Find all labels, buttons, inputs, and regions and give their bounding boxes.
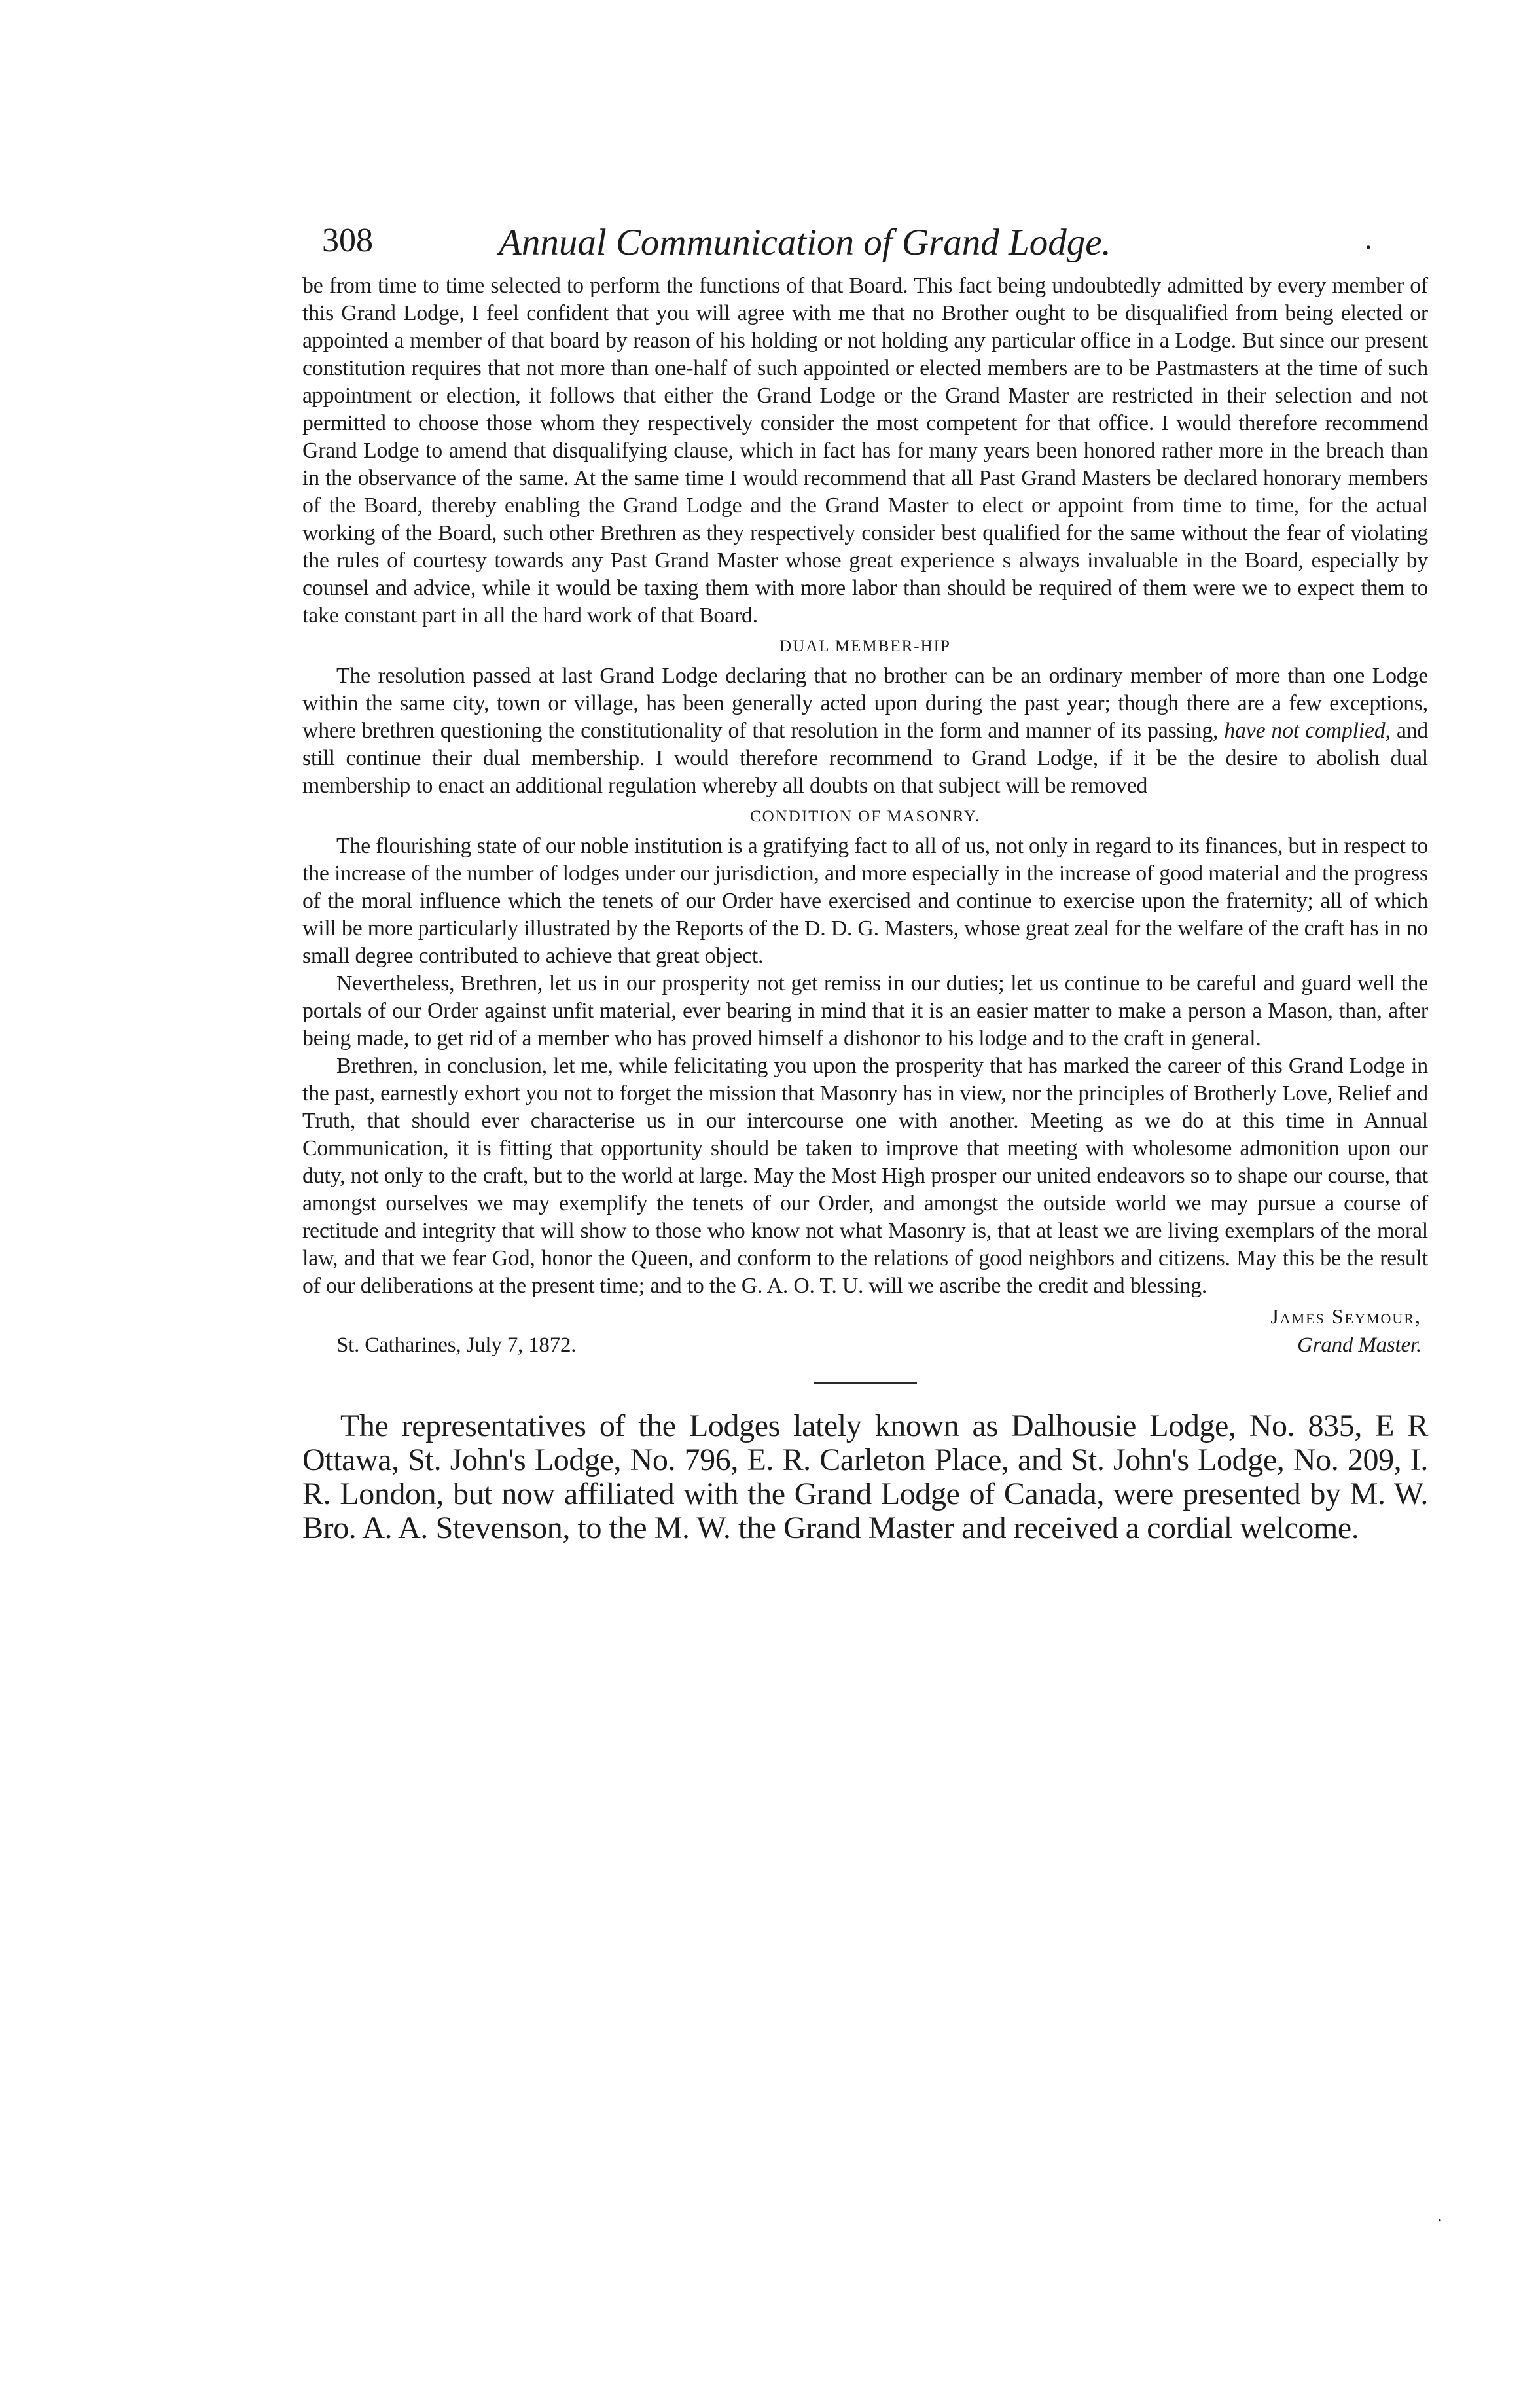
page-header — [322, 221, 1448, 267]
page-body — [302, 272, 1428, 1577]
place-and-date: St. Catharines, July 7, 1872. — [336, 1333, 577, 1357]
signature-block — [302, 1303, 1428, 1365]
board-paragraph: be from time to time selected to perform the functions of that Board. This fact being undoubtedly admitted by every member of this Grand Lodge, I feel confident that you will agree with me that no Brother ought to be disqualified from being elected or appointed a member of that board by reason of his holding or not holding any particular office in a Lodge. But since our present constitution requires that not more than one-half of such appointed or elected members are to be Pastmasters at the time of such appointment or election, it follows that either the Grand Lodge or the Grand Master are restricted in their selection and not permitted to choose those whom they respectively consider the most competent for that office. I would therefore recommend Grand Lodge to amend that disqualifying clause, which in fact has for many years been honored rather more in the breach than in the observance of the same. At the same time I would recommend that all Past Grand Masters be declared honorary members of the Board, thereby enabling the Grand Lodge and the Grand Master to elect or appoint from time to time, for the actual working of the Board, such other Brethren as they respectively consider best qualified for the same without the fear of violating the rules of courtesy towards any Past Grand Master whose great experience s always invaluable in the Board, especially by counsel and advice, while it would be taxing them with more labor than should be required of them were we to expect them to take constant part in all the hard work of that Board. — [302, 274, 1428, 628]
section-heading-dual-membership: DUAL MEMBER-HIP — [779, 638, 951, 655]
section-heading-condition-of-masonry: CONDITION OF MASONRY. — [750, 808, 980, 825]
dual-membership-text-after: and still continue their dual membership. I would therefore recommend to Grand Lodge, if it be the desire to abolish dual membership to enact an additional regulation whereby all doubts on that subject will be removed — [302, 719, 1429, 798]
header-mark: . — [1365, 222, 1372, 255]
page-number: 308 — [322, 222, 373, 259]
margin-mark: . — [1437, 2204, 1442, 2226]
nevertheless-paragraph: Nevertheless, Brethren, let us in our prosperity not get remiss in our duties; let us continue to be careful and guard well the portals of our Order against unfit material, ever bearing in mind that it is an easier matter to make a person a Mason, than, after being made, to get rid of a member who has proved himself a dishonor to his lodge and to the craft in general. — [302, 971, 1428, 1051]
signatory-name: James Seymour, — [1270, 1304, 1422, 1328]
dual-membership-italic-phrase: have not complied, — [1224, 719, 1391, 743]
running-title: Annual Communication of Grand Lodge. — [499, 222, 1111, 263]
closing-paragraph: The representatives of the Lodges lately known as Dalhousie Lodge, No. 835, E R Ottawa, St. John's Lodge, No. 796, E. R. Carleton Place, and St. John's Lodge, No. 209, I. R. London, but now affiliated with the Grand Lodge of Canada, were presented by M. W. Bro. A. A. Stevenson, to the M. W. the Grand Master and received a cordial welcome. — [302, 1409, 1428, 1545]
conclusion-paragraph: Brethren, in conclusion, let me, while felicitating you upon the prosperity that has marked the career of this Grand Lodge in the past, earnestly exhort you not to forget the mission that Masonry has in view, nor the principles of Brotherly Love, Relief and Truth, that should ever characterise us in our intercourse one with another. Meeting as we do at this time in Annual Communication, it is fitting that opportunity should be taken to improve that meeting with wholesome admonition upon our duty, not only to the craft, but to the world at large. May the Most High prosper our united endeavors so to shape our course, that amongst ourselves we may exemplify the tenets of our Order, and amongst the outside world we may pursue a course of rectitude and integrity that will show to those who know not what Masonry is, that at least we are living exemplars of the moral law, and that we fear God, honor the Queen, and conform to the relations of good neighbors and citizens. May this be the result of our deliberations at the present time; and to the G. A. O. T. U. will we ascribe the credit and blessing. — [302, 1054, 1428, 1298]
condition-paragraph: The flourishing state of our noble institution is a gratifying fact to all of us, not only in regard to its finances, but in respect to the increase of the number of lodges under our jurisdiction, and more especially in the increase of good material and the progress of the moral influence which the tenets of our Order have exercised and continue to exercise upon the fraternity; all of which will be more particularly illustrated by the Reports of the D. D. G. Masters, whose great zeal for the welfare of the craft has in no small degree contributed to achieve that great object. — [302, 834, 1428, 968]
dual-membership-text-before: The resolution passed at last Grand Lodge declaring that no brother can be an ordinary member of more than one Lodge within the same city, town or village, has been generally acted upon during the past year; though there are a few exceptions, where brethren questioning the constitutionality of that resolution in the form and manner of its passing, — [302, 664, 1428, 743]
dual-membership-paragraph — [302, 662, 1428, 800]
section-divider — [814, 1382, 917, 1384]
signatory-title: Grand Master. — [1297, 1333, 1422, 1357]
